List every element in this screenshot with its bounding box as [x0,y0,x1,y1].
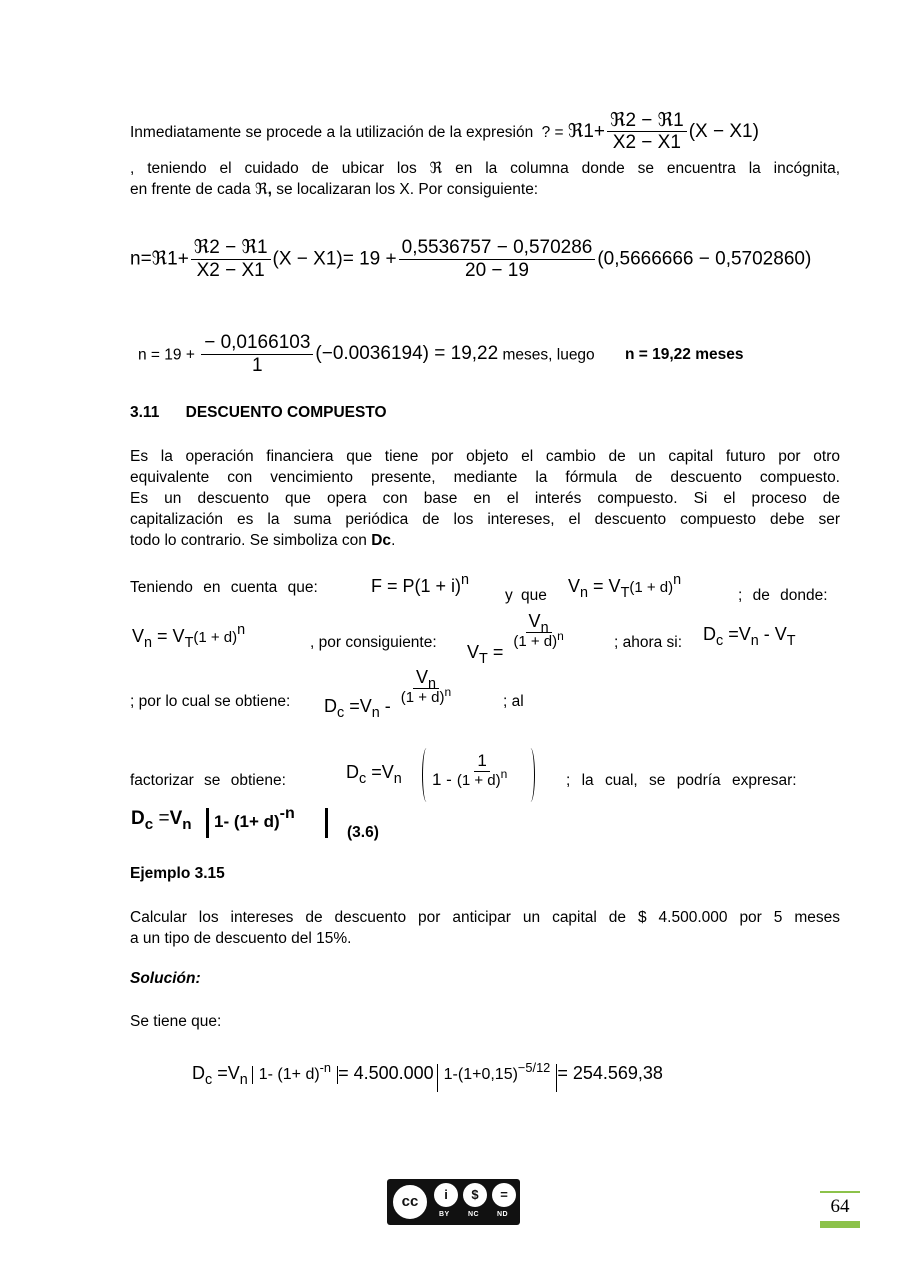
f36-d: D [131,808,145,829]
factor-den-exp: n [500,767,508,782]
by-label: BY [439,1211,450,1218]
calc-vsub: n [239,1072,248,1089]
eq2-mid: (−0.0036194) = 19,22 [315,343,499,365]
teniendo-label: Teniendo en cuenta que: [130,579,318,596]
dc2-vsub: n [371,704,380,721]
example-line-1: Calcular los intereses de descuento por anticipar un capital de $ 4.500.000 por 5 meses [130,909,840,926]
calc-b: = 4.500.000 [338,1063,434,1083]
solution-label: Solución: [130,970,201,987]
vt-paren: (1 + d) [629,579,674,596]
calc-exp2: −5/12 [517,1059,551,1075]
intro-fraction [607,111,687,154]
equation-label: (3.6) [347,824,379,841]
f36-sub: c [144,816,154,834]
factorizar-label: factorizar se obtiene: [130,772,286,789]
eq1-frac2-den: 20 − 19 [465,259,529,281]
para1-l5c: . [391,532,396,549]
calc-result: = 254.569,38 [557,1063,663,1083]
dc1-v: V [738,624,751,644]
formula-dc-1 [703,624,796,650]
vt3-v: V [467,641,480,662]
f36-vsub: n [182,816,192,834]
f36-inner: 1- (1+ d) [214,812,280,831]
dc2-den-exp: n [444,684,452,699]
calc-c: 1-(1+0,15) [443,1066,518,1083]
dc3-eq: = [366,762,382,782]
por-consiguiente: , por consiguiente: [310,634,437,651]
calc-bracket-2 [437,1059,558,1092]
eq2-words: meses, luego [502,346,595,364]
calc-exp: -n [319,1059,332,1075]
nd-icon: = [492,1183,516,1207]
nc-icon: $ [463,1183,487,1207]
vt3-den: (1 + d) [513,633,558,651]
intro-frac-num: ℜ2 − ℜ1 [607,111,687,133]
dc2-num-sub: n [427,676,436,693]
f36-exp: -n [279,805,295,823]
dc2-sub: c [337,704,345,721]
vt3-num-sub: n [540,620,549,637]
vn2-v: V [132,626,145,646]
equation-n-2 [138,333,744,376]
eq2-result: n = 19,22 meses [625,346,744,364]
dc3-d: D [346,762,359,782]
dc2-minus: - [379,695,396,716]
vt-v: V [608,576,621,596]
vn2-eq: = [152,626,173,646]
al-label: ; al [503,693,524,710]
dc1-vsub: n [750,633,759,650]
f36-eq: = [153,808,170,829]
intro-line-3c: se localizaran los X. Por consiguiente: [271,181,539,198]
para1-l5b: Dc [371,532,392,549]
la-cual-label: ; la cual, se podría expresar: [566,772,797,789]
by-icon: i [434,1183,458,1207]
dc2-v: V [359,695,372,716]
vt3-den-exp: n [557,628,564,643]
vt-exp: n [673,572,682,589]
ahora-si: ; ahora si: [614,634,683,651]
eq1-mid: (X − X1)= 19 + [272,248,397,270]
example-line-2: a un tipo de descuento del 15%. [130,930,352,947]
intro-r1: ℜ1+ [567,121,605,142]
vt3-num-v: V [528,611,541,631]
vt-fraction [510,612,566,650]
eq1-tail: (0,5666666 − 0,5702860) [597,248,812,270]
dc2-num-v: V [415,667,428,687]
intro-text: Inmediatamente se procede a la utilización de la expresión [130,124,534,141]
intro-paragraph [130,158,840,200]
eq1-lhs: n=ℜ1+ [130,248,189,270]
dc2-den: (1 + d) [400,689,445,707]
dc1-minus: - [758,624,775,644]
intro-line-3b: , [267,181,272,198]
vt-sub: T [620,585,630,602]
para1-line-2: equivalente con vencimiento presente, mediante la fórmula de descuento compuesto. [130,469,840,486]
para1-line-5 [130,530,840,551]
vt3-sub: T [479,650,488,667]
example-text [130,907,840,949]
para1-line-1: Es la operación financiera que tiene por objeto el cambio de un capital futuro por otro [130,448,840,465]
dc3-v: V [381,762,394,782]
formula-vt [467,611,569,667]
intro-expression [567,109,759,154]
vn-v: V [568,576,581,596]
dc3-sub: c [359,771,367,788]
dc1-v2: V [774,624,787,644]
calc-a: 1- (1+ d) [258,1066,320,1083]
vn2-sub: n [144,635,153,652]
eq1-fraction-2 [399,238,596,281]
formula-dc-2 [324,667,456,721]
descuento-paragraph [130,446,840,551]
page-number-rule-top [820,1191,860,1193]
eq1-frac1-num: ℜ2 − ℜ1 [191,238,271,260]
factor-one-minus: 1 - [432,769,452,789]
formula-f [371,572,470,597]
calc-d: D [192,1063,205,1083]
para1-line-4: capitalización es la suma periódica de los intereses, el descuento compuesto debe ser [130,511,840,528]
dc2-fraction [398,668,454,706]
calc-eq: = [212,1063,228,1083]
eq2-lhs: n = 19 + [138,346,195,364]
nc-label: NC [468,1211,480,1218]
section-title: DESCUENTO COMPUESTO [185,404,387,421]
intro-line-2: , teniendo el cuidado de ubicar los ℜ en la columna donde se encuentra la incógnita, [130,160,840,177]
paren-left [422,748,431,802]
dc1-v2sub: T [786,633,796,650]
eq1-frac2-num: 0,5536757 − 0,570286 [399,238,596,260]
page-number: 64 [830,1196,850,1217]
formula-3-6-inner [214,805,295,832]
factor-num: 1 [474,752,489,772]
f-eq: F = P(1 + i) [371,576,462,596]
por-lo-cual: ; por lo cual se obtiene: [130,693,291,710]
cc-logo-icon: cc [390,1182,430,1222]
eq2-frac-den: 1 [252,354,263,376]
eq1-fraction-1 [191,238,271,281]
cc-license-badge[interactable] [387,1179,520,1225]
page-number-rule-bottom [820,1221,860,1228]
vt2-paren: (1 + d) [193,629,238,646]
eq2-fraction [201,333,313,376]
vt3-eq: = [487,641,509,662]
para1-l5a: todo lo contrario. Se simboliza con [130,532,372,549]
calc-dsub: c [205,1072,213,1089]
dc1-eq: = [723,624,739,644]
eq2-frac-num: − 0,0166103 [201,333,313,355]
vt2-v: V [172,626,185,646]
dc1-d: D [703,624,716,644]
example-title: Ejemplo 3.15 [130,865,225,882]
de-donde: ; de donde: [738,587,828,604]
se-tiene-label: Se tiene que: [130,1013,222,1030]
final-calculation [192,1059,663,1092]
paren-right [526,748,535,802]
formula-vn-2 [132,622,246,652]
calc-bracket-1 [252,1059,338,1084]
intro-prefix: ? = [541,124,564,141]
y-que: y que [505,587,547,604]
vt2-exp: n [237,622,246,639]
calc-v: V [227,1063,240,1083]
intro-line-3 [130,179,840,200]
intro-frac-den: X2 − X1 [612,132,681,154]
intro-line [130,104,759,161]
factor-inner [432,752,512,789]
formula-3-6 [131,808,192,834]
equation-n-1 [130,238,811,281]
section-number: 3.11 [130,404,160,421]
eq1-frac1-den: X2 − X1 [196,259,265,281]
para1-line-3: Es un descuento que opera con base en el interés compuesto. Si el proceso de [130,490,840,507]
dc3-vsub: n [393,771,402,788]
formula-vn [568,572,682,602]
nd-label: ND [497,1211,509,1218]
factor-den: (1 + d) [456,771,501,789]
dc1-sub: c [716,633,724,650]
intro-line-3a: en frente de cada ℜ [130,181,268,198]
f-exp: n [461,572,470,589]
section-heading [130,404,387,422]
vt2-sub: T [184,635,194,652]
formula-dc-3 [346,750,402,788]
factor-fraction [454,752,510,789]
f36-v: V [169,808,183,829]
vn-eq: = [588,576,609,596]
vn-sub: n [580,585,589,602]
intro-tail: (X − X1) [688,121,759,142]
dc2-d: D [324,695,337,716]
dc2-eq: = [344,695,360,716]
